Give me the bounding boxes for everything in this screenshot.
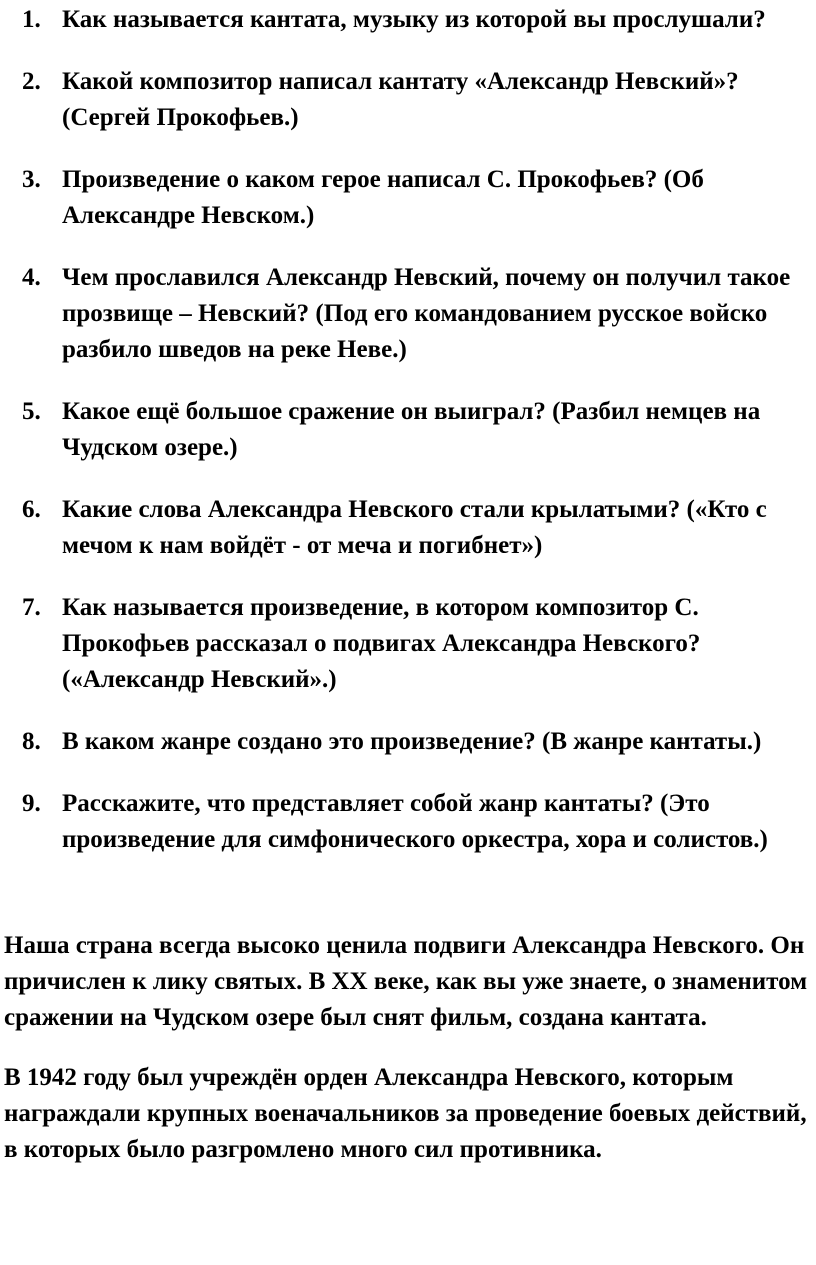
question-number: 9.: [22, 790, 41, 817]
question-text: Расскажите, что представляет собой жанр кантаты? (Это произведение для симфонического оркестра, хора и солистов.): [62, 790, 768, 853]
paragraph-2: В 1942 году был учреждён орден Александра Невского, которым награждали крупных военачальников за проведение боевых действий, в которых было разгромлено много сил противника.: [4, 1064, 807, 1163]
question-number: 6.: [22, 496, 41, 523]
question-text: Какой композитор написал кантату «Александр Невский»? (Сергей Прокофьев.): [62, 68, 739, 131]
question-number: 1.: [22, 6, 41, 33]
question-item-1: [22, 2, 812, 38]
question-number: 4.: [22, 264, 41, 291]
question-list: [22, 2, 812, 884]
question-item-5: [22, 394, 812, 466]
question-text: Какое ещё большое сражение он выиграл? (Разбил немцев на Чудском озере.): [62, 398, 761, 461]
question-number: 8.: [22, 728, 41, 755]
question-item-6: [22, 492, 812, 564]
body-text: [4, 928, 812, 1192]
question-number: 2.: [22, 68, 41, 95]
question-text: Чем прославился Александр Невский, почему он получил такое прозвище – Невский? (Под его командованием русское войско разбило шведов на реке Неве.): [62, 264, 791, 363]
question-number: 7.: [22, 594, 41, 621]
question-text: Как называется кантата, музыку из которой вы прослушали?: [62, 6, 766, 33]
question-item-7: [22, 590, 812, 698]
question-item-4: [22, 260, 812, 368]
question-text: В каком жанре создано это произведение? (В жанре кантаты.): [62, 728, 762, 755]
question-number: 3.: [22, 166, 41, 193]
paragraph-1: Наша страна всегда высоко ценила подвиги Александра Невского. Он причислен к лику святых. В XX веке, как вы уже знаете, о знаменитом сражении на Чудском озере был снят фильм, создана кантата.: [4, 932, 808, 1031]
question-text: Какие слова Александра Невского стали крылатыми? («Кто с мечом к нам войдёт - от меча и погибнет»): [62, 496, 767, 559]
question-item-2: [22, 64, 812, 136]
question-item-3: [22, 162, 812, 234]
question-item-8: [22, 724, 812, 760]
question-text: Как называется произведение, в котором композитор С. Прокофьев рассказал о подвигах Александра Невского? («Александр Невский».): [62, 594, 701, 693]
question-number: 5.: [22, 398, 41, 425]
question-text: Произведение о каком герое написал С. Прокофьев? (Об Александре Невском.): [62, 166, 704, 229]
question-item-9: [22, 786, 812, 858]
